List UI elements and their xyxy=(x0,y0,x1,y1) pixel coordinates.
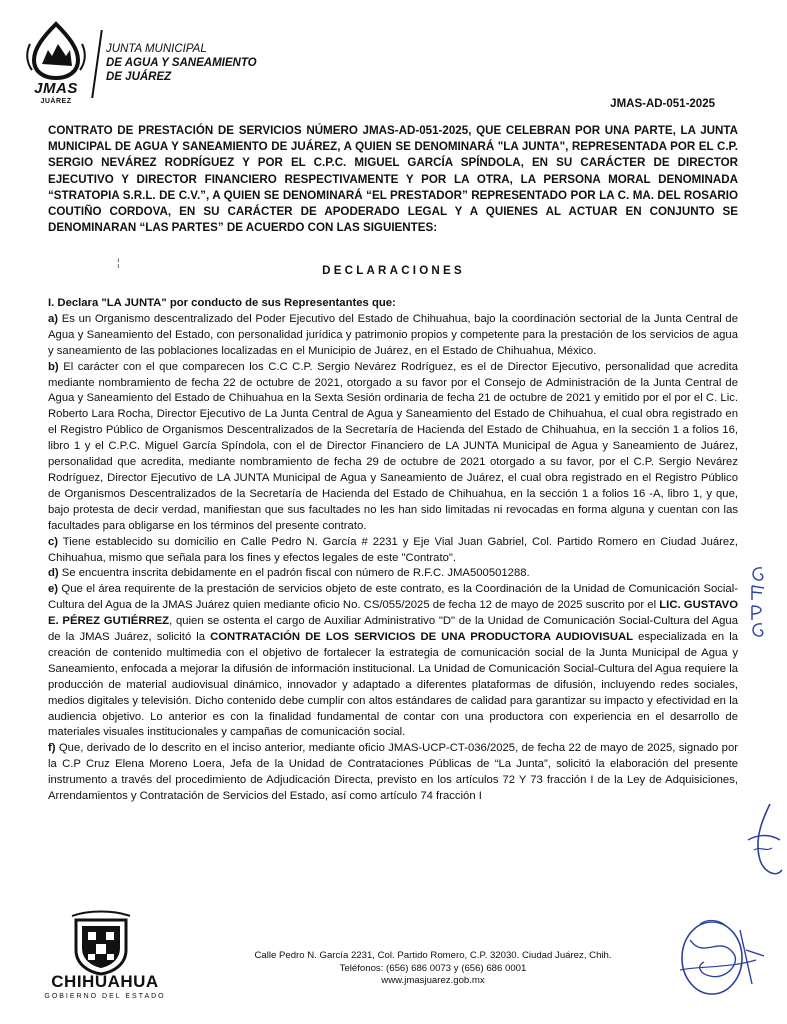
state-seal-icon xyxy=(68,910,134,976)
clause-a-text: Es un Organismo descentralizado del Poder Ejecutivo del Estado de Chihuahua, bajo la coordinación sectorial de la Junta Central de Agua y Saneamiento del Estado, con personalidad jurídica y patrimonio propios y competente para la prestación de los servicios de agua y saneamiento de las poblaciones localizadas en el Municipio de Juárez, en el Estado de Chihuahua, México. xyxy=(48,312,738,357)
contract-intro: CONTRATO DE PRESTACIÓN DE SERVICIOS NÚMERO JMAS-AD-051-2025, QUE CELEBRAN POR UNA PARTE, LA JUNTA MUNICIPAL DE AGUA Y SANEAMIENTO DE JUÁREZ, A QUIEN SE DENOMINARÁ "LA JUNTA", REPRESENTADA POR EL C.P. SERGIO NEVÁREZ RODRÍGUEZ Y POR EL C.P.C. MIGUEL GARCÍA SPÍNDOLA, EN SU CARÁCTER DE DIRECTOR EJECUTIVO Y DIRECTOR FINANCIERO RESPECTIVAMENTE Y POR LA OTRA, LA PERSONA MORAL DENOMINADA “STRATOPIA S.R.L. DE C.V.”, A QUIEN SE DENOMINARÁ “EL PRESTADOR” REPRESENTADO POR LA C. MA. DEL ROSARIO COUTIÑO CORDOVA, EN SU CARÁCTER DE APODERADO LEGAL Y A QUIENES AL ACTUAR EN CONJUNTO SE DENOMINARAN “LAS PARTES” DE ACUERDO CON LAS SIGUIENTES: xyxy=(48,124,738,235)
water-drop-icon xyxy=(22,20,90,80)
jmas-logo xyxy=(22,20,90,106)
org-line-3: DE JUÁREZ xyxy=(106,71,172,83)
clause-e-label: e) xyxy=(48,583,59,596)
section-title: DECLARACIONES xyxy=(322,264,465,277)
clause-b-label: b) xyxy=(48,360,59,373)
handwritten-initials-icon xyxy=(742,560,772,640)
clause-c-label: c) xyxy=(48,535,59,548)
stray-mark: ¦ xyxy=(117,258,120,269)
footer-contact xyxy=(200,950,666,988)
logo-sub: JUÁREZ xyxy=(40,98,72,105)
footer-phones: Teléfonos: (656) 686 0073 y (656) 686 0001 xyxy=(339,962,527,974)
clause-c-text: Tiene establecido su domicilio en Calle Pedro N. García # 2231 y Eje Vial Juan Gabriel, Col. Partido Romero en Ciudad Juárez, Chihuahua, mismo que señala para los fines y efectos legales de este "Contrato". xyxy=(48,535,738,564)
clause-e xyxy=(48,582,738,741)
clause-e-text-2: , quien se ostenta el cargo de Auxiliar Administrativo "D" de la Unidad de Comunicación Social-Cultura del Agua de la JMAS Juárez, solicitó la xyxy=(48,615,739,644)
clause-f-label: f) xyxy=(48,742,56,755)
clause-d-label: d) xyxy=(48,567,59,580)
clause-f xyxy=(48,741,738,805)
logo-word: JMAS xyxy=(34,80,78,97)
clause-e-service: CONTRATACIÓN DE LOS SERVICIOS DE UNA PRODUCTORA AUDIOVISUAL xyxy=(210,631,634,644)
header-divider xyxy=(91,30,103,98)
org-line-2: DE AGUA Y SANEAMIENTO xyxy=(106,57,257,69)
footer-website[interactable]: www.jmasjuarez.gob.mx xyxy=(381,975,485,986)
clause-d-text: Se encuentra inscrita debidamente en el padrón fiscal con número de R.F.C. JMA500501288. xyxy=(58,567,530,580)
clause-b-text: El carácter con el que comparecen los C.C C.P. Sergio Nevárez Rodríguez, es el de Director Ejecutivo, personalidad que acredita mediante nombramiento de fecha 22 de octubre de 2021, otorgado a su favor por el Consejo de Administración de la Junta Central de Agua y Saneamiento del Estado de Chihuahua en la Sexta Sesión ordinaria de fecha 21 de octubre de 2021 y emitido por el por el C. Lic. Roberto Lara Rocha, Director Ejecutivo de La Junta Central de Agua y Saneamiento del Estado de Chihuahua, el cual obra registrado en el Registro Público de Organismos Descentralizados de la Secretaría de Hacienda del Estado de Chihuahua, en la sección 1 a folios 16, libro 1 y el C.P.C. Miguel García Spíndola, con el de Director Financiero de LA JUNTA Municipal de Agua y Saneamiento de Juárez, personalidad que acredita, mediante nombramiento de fecha 29 de octubre de 2021 otorgado a su favor, por el C.P. Sergio Nevárez Rodríguez, Director Ejecutivo de LA JUNTA Municipal de Agua y Saneamiento de Juárez, el cual obra registrado en el Registro Público de Organismos Descentralizados de la Secretaría de Hacienda del Estado de Chihuahua, en la sección 1 a folios 16 -A, libro 1, y que, bajo protesta de decir verdad, manifiestan que sus facultades no les han sido limitadas ni revocadas en forma alguna y cuentan con las facultades para obligarse en los términos del presente contrato. xyxy=(48,360,738,532)
clause-c xyxy=(48,535,738,567)
handwritten-signature-icon xyxy=(660,910,770,1005)
document-reference: JMAS-AD-051-2025 xyxy=(610,98,715,110)
handwritten-signature-icon xyxy=(740,800,786,890)
footer-state-name: CHIHUAHUA xyxy=(51,972,159,991)
clause-e-text-1: Que el área requirente de la prestación de servicios objeto de este contrato, es la Coordinación de la Unidad de Comunicación Social-Cultura del Agua de la JMAS Juárez quien mediante oficio No. CS/055/2025 de fecha 12 de mayo de 2025 suscrito por el xyxy=(48,583,738,612)
footer-state-gov: GOBIERNO DEL ESTADO xyxy=(44,993,166,1000)
organization-name xyxy=(106,42,257,84)
declaration-heading: I. Declara "LA JUNTA" por conducto de sus Representantes que: xyxy=(48,297,396,309)
clause-a xyxy=(48,312,738,360)
clause-d xyxy=(48,566,738,582)
declarations-body xyxy=(48,296,738,805)
clause-a-label: a) xyxy=(48,312,59,325)
footer-address: Calle Pedro N. García 2231, Col. Partido Romero, C.P. 32030. Ciudad Juárez, Chih. xyxy=(254,950,612,961)
clause-b xyxy=(48,360,738,535)
clause-e-name: LIC. GUSTAVO E. PÉREZ GUTIÉRREZ xyxy=(48,599,738,628)
clause-f-text: Que, derivado de lo descrito en el inciso anterior, mediante oficio JMAS-UCP-CT-036/2025, de fecha 22 de mayo de 2025, signado por la C.P Cruz Elena Moreno Loera, Jefa de la Unidad de Contrataciones Públicas de “La Junta”, solicitó la elaboración del presente instrumento a través del procedimiento de Adjudicación Directa, previsto en los artículos 72 Y 73 fracción I de la Ley de Adquisiciones, Arrendamientos y Contratación de Servicios del Estado, así como artículo 74 fracción I xyxy=(48,742,738,803)
clause-e-text-3: especializada en la creación de contenido multimedia con el objetivo de fortalecer la estrategia de comunicación social de la Junta Municipal de Agua y Saneamiento, enfocada a mejorar la difusión de información institucional. La Unidad de Comunicación Social-Cultura del Agua requiere la producción de material audiovisual dinámico, innovador y adaptado a diferentes plataformas de difusión, incluyendo redes sociales, medios digitales y televisión. Dicho contenido debe cumplir con altos estándares de calidad para garantizar su impacto y efectividad en la audiencia objetivo. Lo anterior es con la finalidad fundamental de contar con una productora con experiencia en el desarrollo de materiales visuales institucionales y campañas de comunicación social. xyxy=(48,631,738,739)
org-line-1: JUNTA MUNICIPAL xyxy=(106,43,207,55)
